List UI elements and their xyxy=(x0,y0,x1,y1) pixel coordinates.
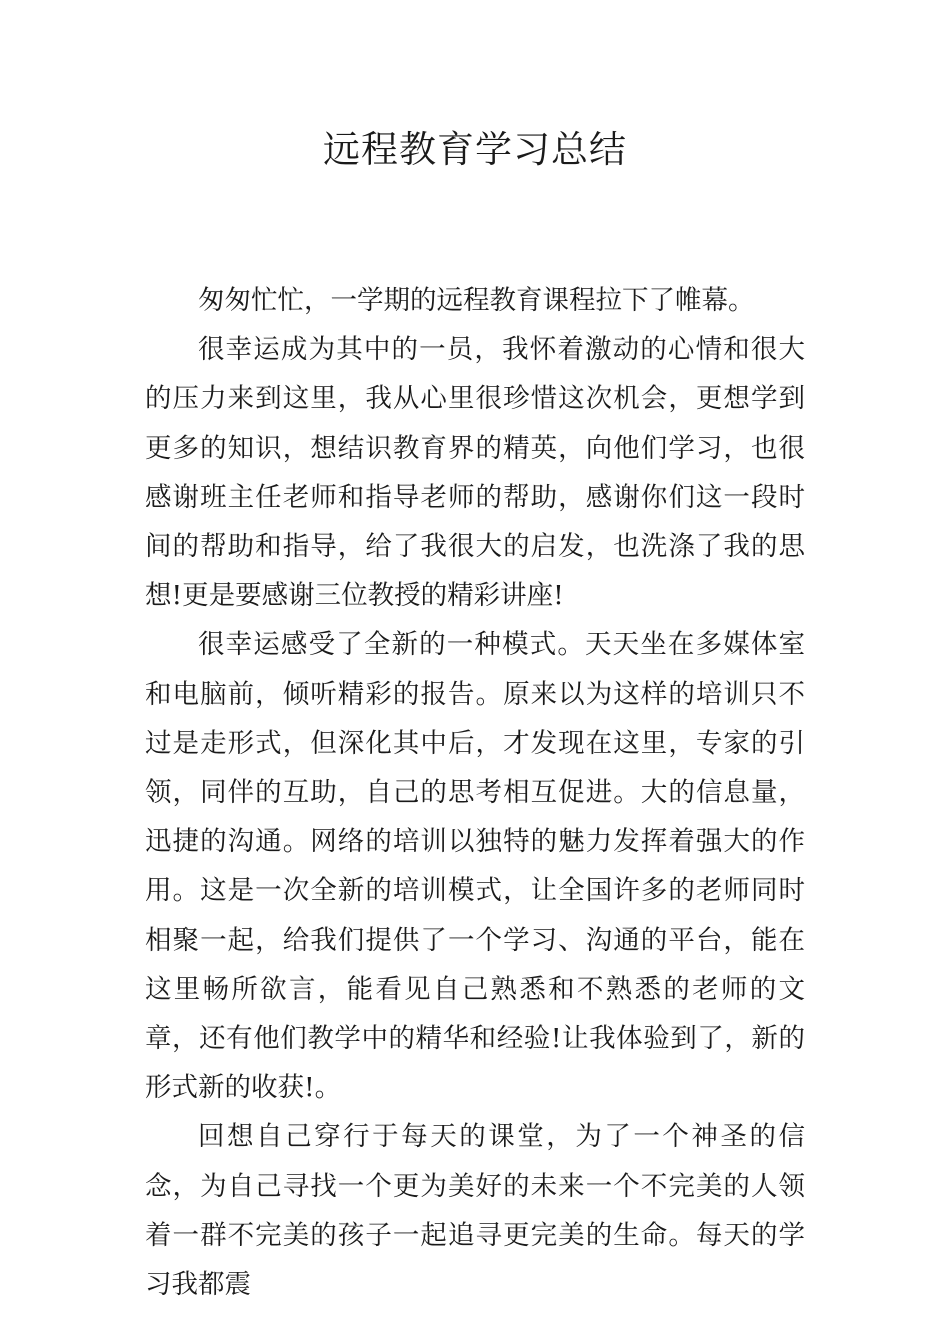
paragraph-3: 很幸运感受了全新的一种模式。天天坐在多媒体室和电脑前，倾听精彩的报告。原来以为这样的培训只不过是走形式，但深化其中后，才发现在这里，专家的引领，同伴的互助，自己的思考相互促进。大的信息量，迅捷的沟通。网络的培训以独特的魅力发挥着强大的作用。这是一次全新的培训模式，让全国许多的老师同时相聚一起，给我们提供了一个学习、沟通的平台，能在这里畅所欲言，能看见自己熟悉和不熟悉的老师的文章，还有他们教学中的精华和经验!让我体验到了，新的形式新的收获!。 xyxy=(145,629,805,1104)
paragraph-1: 匆匆忙忙，一学期的远程教育课程拉下了帷幕。 xyxy=(198,285,755,316)
paragraph-4: 回想自己穿行于每天的课堂，为了一个神圣的信念，为自己寻找一个更为美好的未来一个不完美的人领着一群不完美的孩子一起追寻更完美的生命。每天的学习我都震 xyxy=(145,1121,805,1301)
paragraph-2: 很幸运成为其中的一员，我怀着激动的心情和很大的压力来到这里，我从心里很珍惜这次机会，更想学到更多的知识，想结识教育界的精英，向他们学习，也很感谢班主任老师和指导老师的帮助，感谢你们这一段时间的帮助和指导，给了我很大的启发，也洗涤了我的思想!更是要感谢三位教授的精彩讲座! xyxy=(145,334,805,612)
document-title: 远程教育学习总结 xyxy=(323,128,627,171)
document-body xyxy=(145,276,805,1301)
